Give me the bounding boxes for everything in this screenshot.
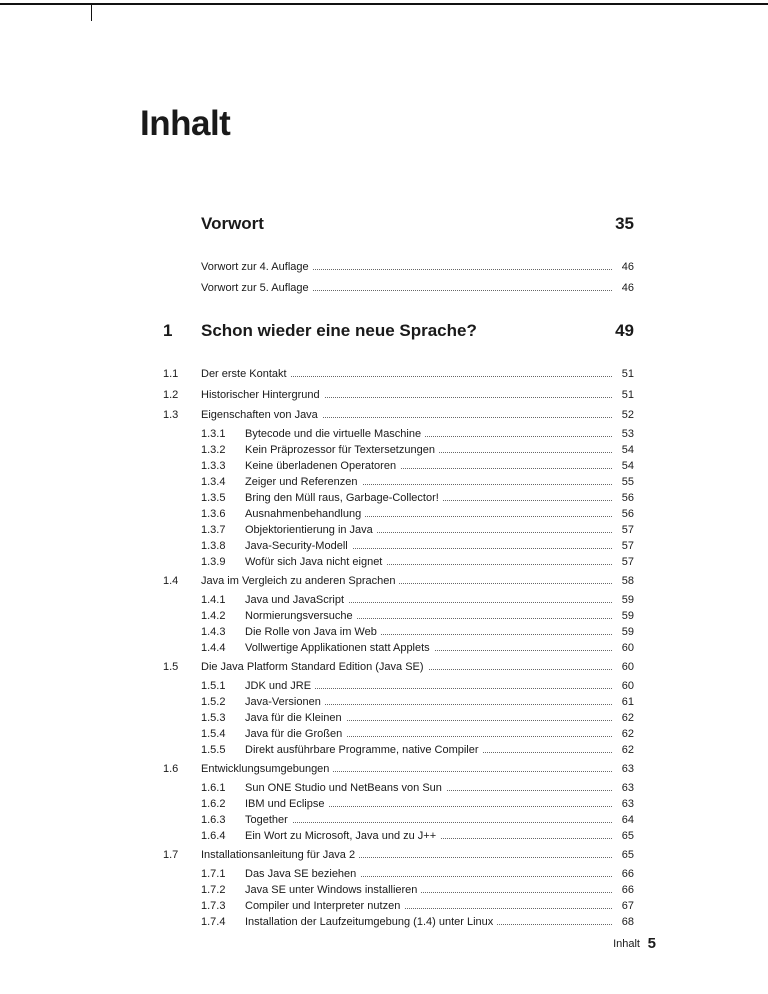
preface-heading: Vorwort — [201, 214, 264, 233]
chapter-title: Schon wieder eine neue Sprache? — [201, 321, 477, 340]
toc-entry-title: Eigenschaften von Java — [201, 406, 322, 424]
toc-entry-page: 57 — [621, 540, 634, 552]
toc-entry-page: 56 — [621, 508, 634, 520]
dot-leader — [245, 822, 612, 823]
footer-page-number: 5 — [647, 935, 656, 952]
toc-subentry[interactable] — [0, 741, 768, 759]
toc-entry-number: 1.7.2 — [201, 884, 226, 896]
toc-entry-title: Ausnahmenbehandlung — [245, 505, 365, 523]
toc-entry-number: 1.5.2 — [201, 696, 226, 708]
toc-entry-number: 1.6.2 — [201, 798, 226, 810]
toc-entry-number: 1.7 — [163, 849, 179, 861]
toc-entry-number: 1.3.1 — [201, 428, 226, 440]
toc-entry-title: Wofür sich Java nicht eignet — [245, 553, 386, 571]
toc-entry-page: 66 — [621, 884, 634, 896]
toc-entry-page: 53 — [621, 428, 634, 440]
toc-entry-number: 1.5.1 — [201, 680, 226, 692]
toc-entry-number: 1.6.1 — [201, 782, 226, 794]
toc-entry-title: Installation der Laufzeitumgebung (1.4) unter Linux — [245, 913, 497, 931]
toc-entry-number: 1.4 — [163, 575, 179, 587]
toc-entry-number: 1.4.1 — [201, 594, 226, 606]
toc-entry-page: 62 — [621, 744, 634, 756]
toc-entry-page: 58 — [621, 575, 634, 587]
toc-entry-title: Java für die Großen — [245, 725, 346, 743]
toc-entry[interactable] — [0, 658, 768, 676]
toc-entry-page: 62 — [621, 712, 634, 724]
toc-entry-title: Keine überladenen Operatoren — [245, 457, 400, 475]
toc-entry-title: Der erste Kontakt — [201, 365, 291, 383]
toc-subentry[interactable] — [0, 827, 768, 845]
toc-entry-title: Vollwertige Applikationen statt Applets — [245, 639, 434, 657]
toc-entry-title: Java und JavaScript — [245, 591, 348, 609]
toc-entry-title: IBM und Eclipse — [245, 795, 328, 813]
toc-entry-page: 57 — [621, 556, 634, 568]
toc-entry-title: Java SE unter Windows installieren — [245, 881, 421, 899]
toc-entry-page: 54 — [621, 460, 634, 472]
toc-entry-page: 52 — [621, 409, 634, 421]
chapter-page: 49 — [615, 321, 634, 340]
crop-mark — [91, 3, 92, 21]
toc-entry-title: Die Rolle von Java im Web — [245, 623, 381, 641]
toc-entry-title: Installationsanleitung für Java 2 — [201, 846, 359, 864]
toc-entry-page: 63 — [621, 798, 634, 810]
page-title: Inhalt — [140, 104, 231, 143]
toc-entry-title: Vorwort zur 4. Auflage — [201, 258, 313, 276]
toc-entry-page: 60 — [621, 680, 634, 692]
toc-entry[interactable] — [0, 365, 768, 383]
toc-entry-page: 68 — [621, 916, 634, 928]
toc-entry-page: 60 — [621, 642, 634, 654]
toc-entry-title: Bring den Müll raus, Garbage-Collector! — [245, 489, 443, 507]
toc-entry-title: Normierungsversuche — [245, 607, 357, 625]
toc-entry-number: 1.4.4 — [201, 642, 226, 654]
toc-entry[interactable] — [0, 572, 768, 590]
toc-entry[interactable] — [0, 406, 768, 424]
preface-page: 35 — [615, 214, 634, 233]
toc-entry-page: 63 — [621, 763, 634, 775]
toc-entry-page: 60 — [621, 661, 634, 673]
toc-entry-number: 1.3 — [163, 409, 179, 421]
toc-subentry[interactable] — [0, 553, 768, 571]
toc-entry-title: Direkt ausführbare Programme, native Compiler — [245, 741, 483, 759]
chapter-number: 1 — [163, 321, 173, 340]
toc-entry-number: 1.4.3 — [201, 626, 226, 638]
toc-subentry[interactable] — [0, 913, 768, 931]
toc-entry-number: 1.6 — [163, 763, 179, 775]
toc-entry-number: 1.3.4 — [201, 476, 226, 488]
toc-entry-title: Objektorientierung in Java — [245, 521, 377, 539]
toc-entry-number: 1.6.4 — [201, 830, 226, 842]
toc-entry-page: 59 — [621, 610, 634, 622]
toc-entry-number: 1.3.3 — [201, 460, 226, 472]
toc-entry-page: 54 — [621, 444, 634, 456]
toc-entry-title: Bytecode und die virtuelle Maschine — [245, 425, 425, 443]
toc-entry-title: Java-Versionen — [245, 693, 325, 711]
toc-entry[interactable] — [0, 760, 768, 778]
toc-entry-number: 1.3.9 — [201, 556, 226, 568]
toc-entry-page: 59 — [621, 594, 634, 606]
footer-label: Inhalt — [613, 938, 640, 950]
toc-entry-page: 46 — [621, 261, 634, 273]
toc-entry-page: 63 — [621, 782, 634, 794]
toc-subentry[interactable] — [0, 639, 768, 657]
toc-entry-title: Die Java Platform Standard Edition (Java SE) — [201, 658, 428, 676]
toc-entry-number: 1.7.3 — [201, 900, 226, 912]
toc-entry-page: 67 — [621, 900, 634, 912]
toc-entry-number: 1.2 — [163, 389, 179, 401]
toc-entry-page: 62 — [621, 728, 634, 740]
toc-entry-number: 1.7.1 — [201, 868, 226, 880]
toc-entry-title: Kein Präprozessor für Textersetzungen — [245, 441, 439, 459]
toc-entry[interactable] — [0, 846, 768, 864]
toc-entry-title: Ein Wort zu Microsoft, Java und zu J++ — [245, 827, 440, 845]
toc-entry-number: 1.5.3 — [201, 712, 226, 724]
toc-entry-page: 56 — [621, 492, 634, 504]
toc-entry-title: Compiler und Interpreter nutzen — [245, 897, 404, 915]
toc-entry-title: Das Java SE beziehen — [245, 865, 360, 883]
toc-entry-page: 59 — [621, 626, 634, 638]
toc-entry-number: 1.3.2 — [201, 444, 226, 456]
toc-entry-number: 1.3.6 — [201, 508, 226, 520]
toc-entry-page: 61 — [621, 696, 634, 708]
toc-entry-page: 51 — [621, 389, 634, 401]
toc-entry-page: 57 — [621, 524, 634, 536]
toc-entry-number: 1.5 — [163, 661, 179, 673]
toc-entry-page: 66 — [621, 868, 634, 880]
toc-entry-number: 1.3.7 — [201, 524, 226, 536]
toc-entry-title: Java-Security-Modell — [245, 537, 352, 555]
toc-entry-page: 65 — [621, 830, 634, 842]
toc-entry-number: 1.5.5 — [201, 744, 226, 756]
toc-entry-page: 55 — [621, 476, 634, 488]
toc-entry-page: 64 — [621, 814, 634, 826]
toc-entry-number: 1.3.5 — [201, 492, 226, 504]
toc-entry-number: 1.3.8 — [201, 540, 226, 552]
toc-entry-title: Java für die Kleinen — [245, 709, 346, 727]
toc-entry-number: 1.7.4 — [201, 916, 226, 928]
top-rule — [0, 3, 768, 5]
toc-entry-title: Sun ONE Studio und NetBeans von Sun — [245, 779, 446, 797]
toc-entry[interactable] — [0, 279, 768, 297]
toc-entry-title: Together — [245, 811, 292, 829]
toc-entry-number: 1.4.2 — [201, 610, 226, 622]
toc-entry-title: Entwicklungsumgebungen — [201, 760, 333, 778]
toc-entry-page: 46 — [621, 282, 634, 294]
toc-entry-title: Zeiger und Referenzen — [245, 473, 362, 491]
toc-entry-number: 1.6.3 — [201, 814, 226, 826]
toc-entry-number: 1.5.4 — [201, 728, 226, 740]
toc-entry-title: Historischer Hintergrund — [201, 386, 324, 404]
toc-entry-title: Java im Vergleich zu anderen Sprachen — [201, 572, 399, 590]
toc-entry[interactable] — [0, 258, 768, 276]
toc-entry-page: 65 — [621, 849, 634, 861]
toc-entry-number: 1.1 — [163, 368, 179, 380]
toc-entry-title: Vorwort zur 5. Auflage — [201, 279, 313, 297]
toc-entry-title: JDK und JRE — [245, 677, 315, 695]
toc-entry[interactable] — [0, 386, 768, 404]
toc-entry-page: 51 — [621, 368, 634, 380]
